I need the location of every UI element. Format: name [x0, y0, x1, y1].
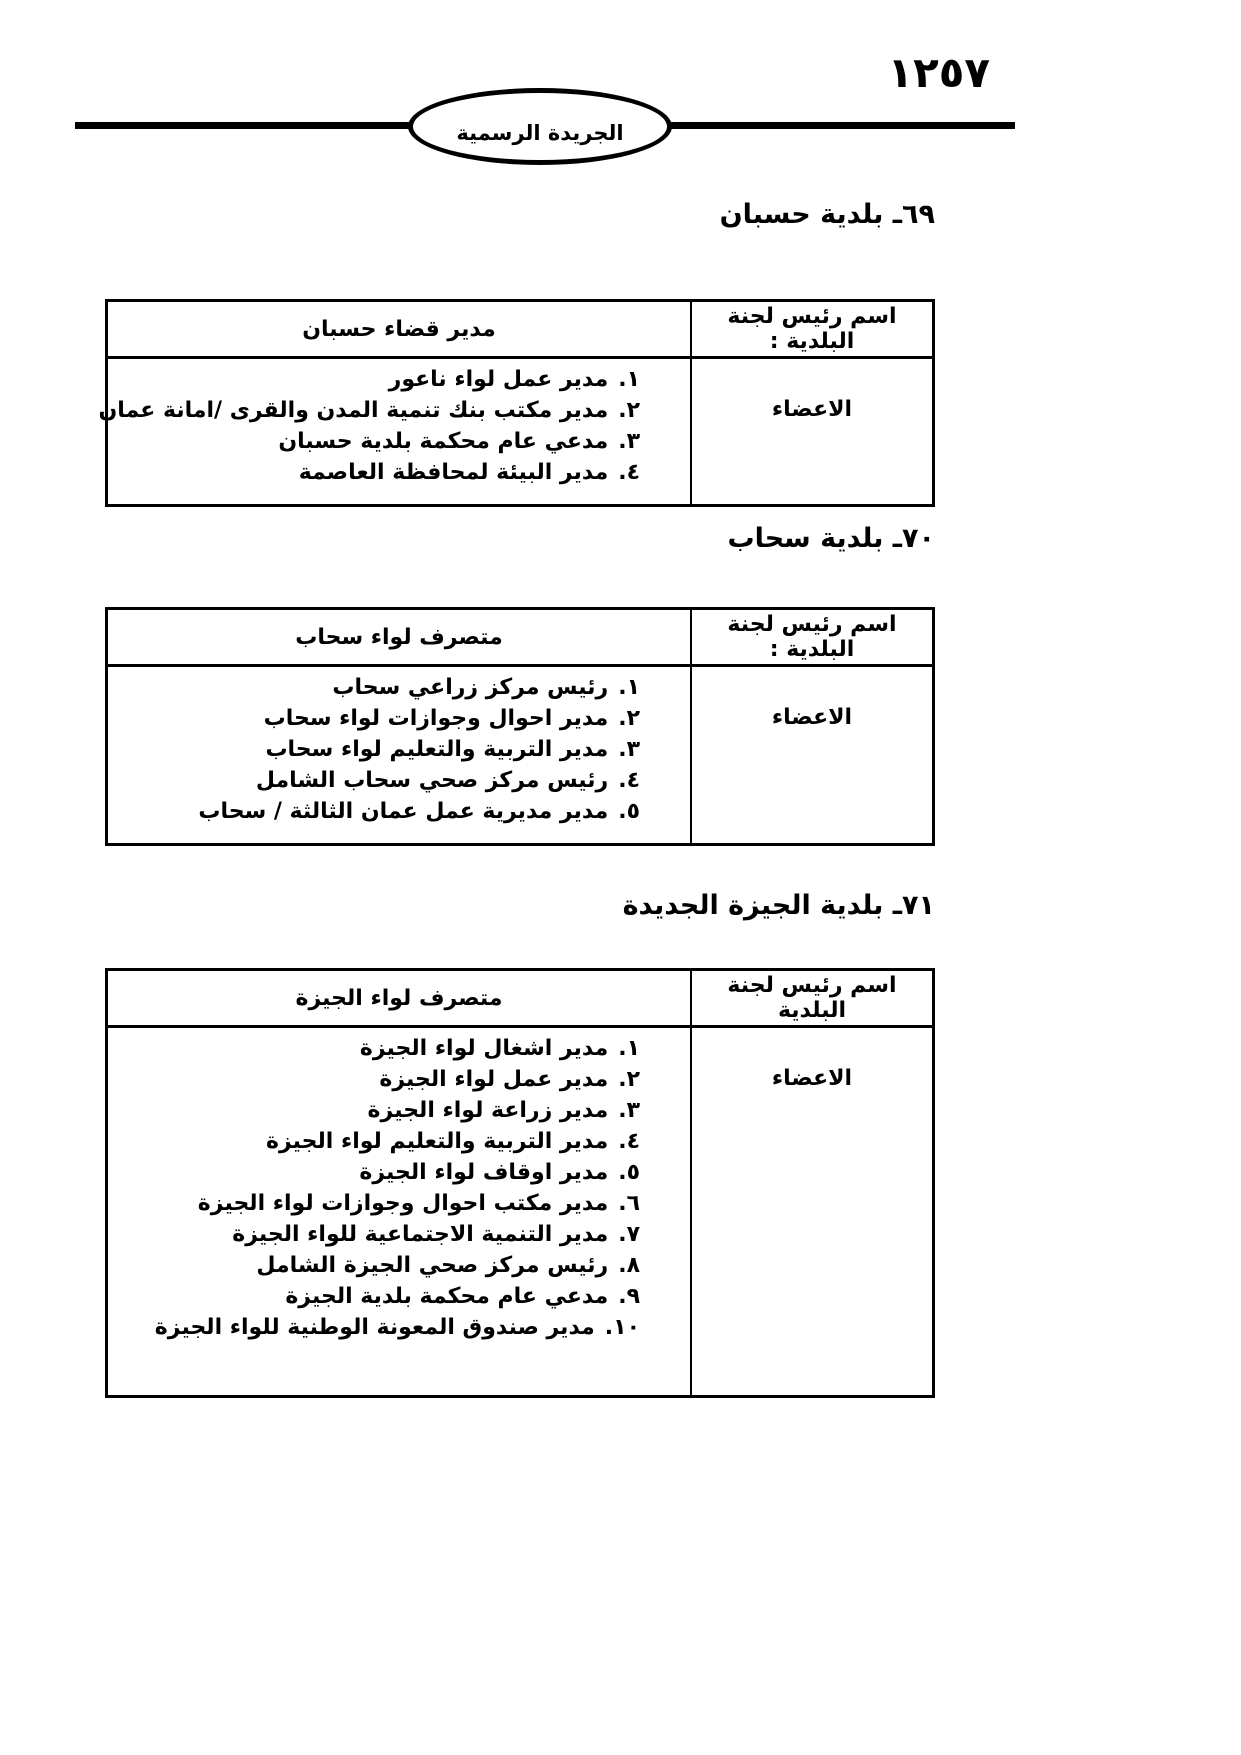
section-title-jiza: ٧١ـ بلدية الجيزة الجديدة — [622, 890, 935, 921]
member-item — [116, 1250, 640, 1281]
member-text: مدير البيئة لمحافظة العاصمة — [298, 460, 609, 485]
member-item — [116, 1188, 640, 1219]
member-number: ٨. — [618, 1253, 640, 1278]
member-number: ٩. — [618, 1284, 640, 1309]
member-text: مدير عمل لواء الجيزة — [379, 1067, 609, 1092]
member-number: ٣. — [618, 429, 640, 454]
members-list — [116, 1033, 640, 1343]
table-header-row — [107, 970, 934, 1027]
chair-label-cell: اسم رئيس لجنة البلدية — [691, 970, 934, 1027]
members-list-cell — [107, 1027, 692, 1397]
table-header-row — [107, 609, 934, 666]
member-text: مدير عمل لواء ناعور — [388, 367, 609, 392]
gazette-banner-oval — [408, 88, 672, 165]
member-text: مدير زراعة لواء الجيزة — [367, 1098, 609, 1123]
member-item — [116, 1281, 640, 1312]
member-item — [116, 1157, 640, 1188]
member-item — [116, 426, 640, 457]
table-members-row — [107, 358, 934, 506]
page-header — [0, 0, 1241, 175]
member-text: مدير التنمية الاجتماعية للواء الجيزة — [232, 1222, 609, 1247]
member-item — [116, 672, 640, 703]
chair-value-cell: متصرف لواء سحاب — [107, 609, 692, 666]
gazette-banner-title: الجريدة الرسمية — [456, 120, 624, 145]
committee-table-jiza — [105, 968, 935, 1398]
member-text: مدير صندوق المعونة الوطنية للواء الجيزة — [154, 1315, 595, 1340]
member-text: مدير التربية والتعليم لواء سحاب — [265, 737, 609, 762]
member-number: ٣. — [618, 737, 640, 762]
member-text: مدعي عام محكمة بلدية الجيزة — [285, 1284, 609, 1309]
member-text: مدير احوال وجوازات لواء سحاب — [263, 706, 609, 731]
member-text: مدير مكتب بنك تنمية المدن والقرى /امانة عمان — [98, 398, 609, 423]
members-label-cell: الاعضاء — [691, 1027, 934, 1397]
members-list-cell — [107, 666, 692, 845]
member-item — [116, 457, 640, 488]
section-title-husban: ٦٩ـ بلدية حسبان — [719, 199, 935, 230]
member-number: ٤. — [618, 768, 640, 793]
member-number: ١. — [618, 367, 640, 392]
member-text: رئيس مركز صحي سحاب الشامل — [255, 768, 609, 793]
member-number: ٧. — [618, 1222, 640, 1247]
member-text: مدعي عام محكمة بلدية حسبان — [278, 429, 609, 454]
member-number: ٦. — [618, 1191, 640, 1216]
member-text: مدير مكتب احوال وجوازات لواء الجيزة — [197, 1191, 609, 1216]
member-number: ٥. — [618, 1160, 640, 1185]
page-number: ١٢٥٧ — [887, 48, 990, 97]
member-number: ١٠. — [604, 1315, 640, 1340]
member-item — [116, 1033, 640, 1064]
member-text: مدير التربية والتعليم لواء الجيزة — [266, 1129, 609, 1154]
member-item — [116, 765, 640, 796]
committee-table-husban — [98, 299, 935, 507]
members-list — [98, 364, 640, 488]
member-text: مدير اشغال لواء الجيزة — [359, 1036, 609, 1061]
member-item — [116, 1219, 640, 1250]
member-number: ١. — [618, 1036, 640, 1061]
member-text: رئيس مركز صحي الجيزة الشامل — [256, 1253, 609, 1278]
member-item — [116, 734, 640, 765]
chair-label-cell: اسم رئيس لجنة البلدية : — [691, 609, 934, 666]
member-text: رئيس مركز زراعي سحاب — [332, 675, 609, 700]
member-text: مدير اوقاف لواء الجيزة — [359, 1160, 609, 1185]
member-item — [116, 1312, 640, 1343]
member-number: ٢. — [618, 398, 640, 423]
members-list — [116, 672, 640, 827]
member-item — [116, 703, 640, 734]
member-number: ٣. — [618, 1098, 640, 1123]
member-number: ١. — [618, 675, 640, 700]
member-number: ٤. — [618, 460, 640, 485]
members-label-cell: الاعضاء — [691, 666, 934, 845]
member-item — [98, 395, 640, 426]
chair-label-cell: اسم رئيس لجنة البلدية : — [691, 301, 934, 358]
section-title-sahab: ٧٠ـ بلدية سحاب — [727, 523, 935, 554]
members-list-cell — [98, 358, 692, 506]
member-item — [116, 1126, 640, 1157]
member-item — [116, 796, 640, 827]
member-number: ٥. — [618, 799, 640, 824]
chair-value-cell: مدير قضاء حسبان — [107, 301, 692, 358]
member-number: ٢. — [618, 1067, 640, 1092]
member-item — [116, 1064, 640, 1095]
chair-value-cell: متصرف لواء الجيزة — [107, 970, 692, 1027]
member-item — [116, 364, 640, 395]
member-number: ٤. — [618, 1129, 640, 1154]
table-header-row — [107, 301, 934, 358]
committee-table-sahab — [105, 607, 935, 846]
table-members-row — [107, 666, 934, 845]
member-item — [116, 1095, 640, 1126]
member-text: مدير مديرية عمل عمان الثالثة / سحاب — [198, 799, 609, 824]
member-number: ٢. — [618, 706, 640, 731]
members-label-cell: الاعضاء — [691, 358, 934, 506]
table-members-row — [107, 1027, 934, 1397]
